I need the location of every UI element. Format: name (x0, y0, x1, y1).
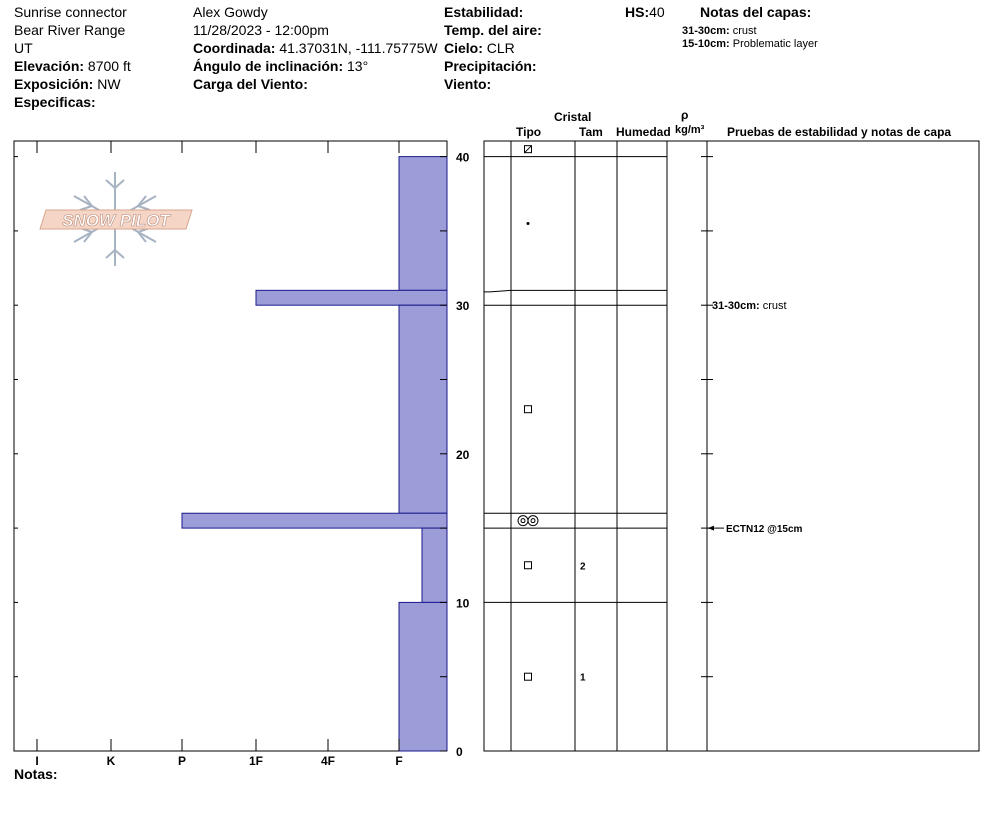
depth-label: 40 (456, 150, 470, 165)
hardness-bar (256, 290, 447, 305)
layer-note-text: Problematic layer (732, 38, 818, 50)
melt-freeze-crystal-icon (518, 516, 528, 526)
state: UT (14, 40, 33, 56)
logo-text: SNOW PILOT (62, 211, 170, 230)
stability-label: Estabilidad: (444, 4, 524, 20)
notes-label: Notas: (14, 766, 58, 782)
stability-test-result: ECTN12 @15cm (726, 524, 803, 536)
layer-annotation-text: crust (762, 300, 787, 313)
hardness-bar (399, 305, 447, 513)
hardness-label: 4F (320, 754, 336, 768)
crystal-header: Cristal (554, 110, 592, 124)
coordinates-label: Coordinada: (193, 40, 276, 56)
layer-annotation (712, 300, 787, 312)
moisture-header: Humedad (616, 125, 671, 139)
hardness-label: 1F (248, 754, 264, 768)
layer-table-frame (484, 141, 979, 751)
snow-height-value: 40 (649, 4, 665, 20)
hardness-bar (399, 602, 447, 751)
mountain-range: Bear River Range (14, 22, 126, 38)
crystal-size-header: Tam (579, 125, 603, 139)
snowpilot-logo (40, 172, 192, 266)
layer-annotation-depth: 31-30cm: (712, 300, 763, 313)
depth-label: 20 (456, 447, 470, 462)
observation-datetime: 11/28/2023 - 12:00pm (193, 22, 329, 38)
decomposed-crystal-icon (525, 146, 532, 153)
wind-loading-label: Carga del Viento: (193, 76, 308, 92)
crystal-size-value: 2 (580, 561, 586, 573)
arrow-icon (708, 526, 714, 531)
air-temp-label: Temp. del aire: (444, 22, 542, 38)
slope-angle-value: 13° (347, 58, 369, 74)
faceted-crystal-icon (525, 673, 532, 680)
observer-name: Alex Gowdy (193, 4, 268, 20)
location-name: Sunrise connector (14, 4, 127, 20)
melt-freeze-crystal-icon (528, 516, 538, 526)
specifics-label: Especificas: (14, 94, 96, 110)
layer-note-depth: 15-10cm: (682, 38, 730, 50)
snow-height-label: HS: (625, 4, 650, 20)
layer-connector (484, 290, 511, 291)
aspect-label: Exposición: (14, 76, 94, 92)
coordinates-value: 41.37031N, -111.75775W (279, 40, 438, 56)
hardness-label: I (35, 754, 39, 768)
hardness-label: K (106, 754, 116, 768)
crystal-symbols (518, 146, 586, 684)
wind-label: Viento: (444, 76, 492, 92)
hardness-bars (182, 157, 447, 751)
hardness-bar (182, 513, 447, 528)
depth-label: 10 (456, 596, 470, 611)
depth-ticks (14, 141, 713, 751)
hardness-label: P (177, 754, 187, 768)
aspect-value: NW (97, 76, 121, 92)
layer-notes-title: Notas del capas: (700, 4, 812, 20)
sky-label: Cielo: (444, 40, 483, 56)
layer-note-depth: 31-30cm: (682, 25, 730, 37)
sky-value: CLR (486, 40, 515, 56)
precip-particle-icon (527, 222, 530, 225)
faceted-crystal-icon (525, 406, 532, 413)
melt-freeze-crystal-icon (531, 519, 535, 523)
elevation-label: Elevación: (14, 58, 85, 74)
slope-angle-label: Ángulo de inclinación: (193, 58, 344, 74)
depth-label: 0 (456, 745, 463, 759)
hardness-scale (35, 754, 402, 768)
depth-axis (456, 151, 470, 759)
precipitation-label: Precipitación: (444, 58, 537, 74)
faceted-crystal-icon (525, 562, 532, 569)
melt-freeze-crystal-icon (521, 519, 525, 523)
hardness-label: F (395, 754, 403, 768)
stability-annotations (708, 300, 803, 535)
density-symbol: ρ (681, 108, 689, 122)
depth-label: 30 (456, 299, 470, 314)
hardness-bar (399, 157, 447, 291)
elevation-value: 8700 ft (87, 58, 131, 74)
density-unit: kg/m³ (675, 124, 705, 136)
crystal-size-value: 1 (580, 672, 586, 684)
stability-tests-header: Pruebas de estabilidad y notas de capa (727, 125, 952, 139)
hardness-bar (422, 528, 447, 602)
hardness-plot-frame (14, 141, 447, 751)
layer-note-text: crust (732, 25, 757, 37)
crystal-type-header: Tipo (516, 125, 542, 139)
